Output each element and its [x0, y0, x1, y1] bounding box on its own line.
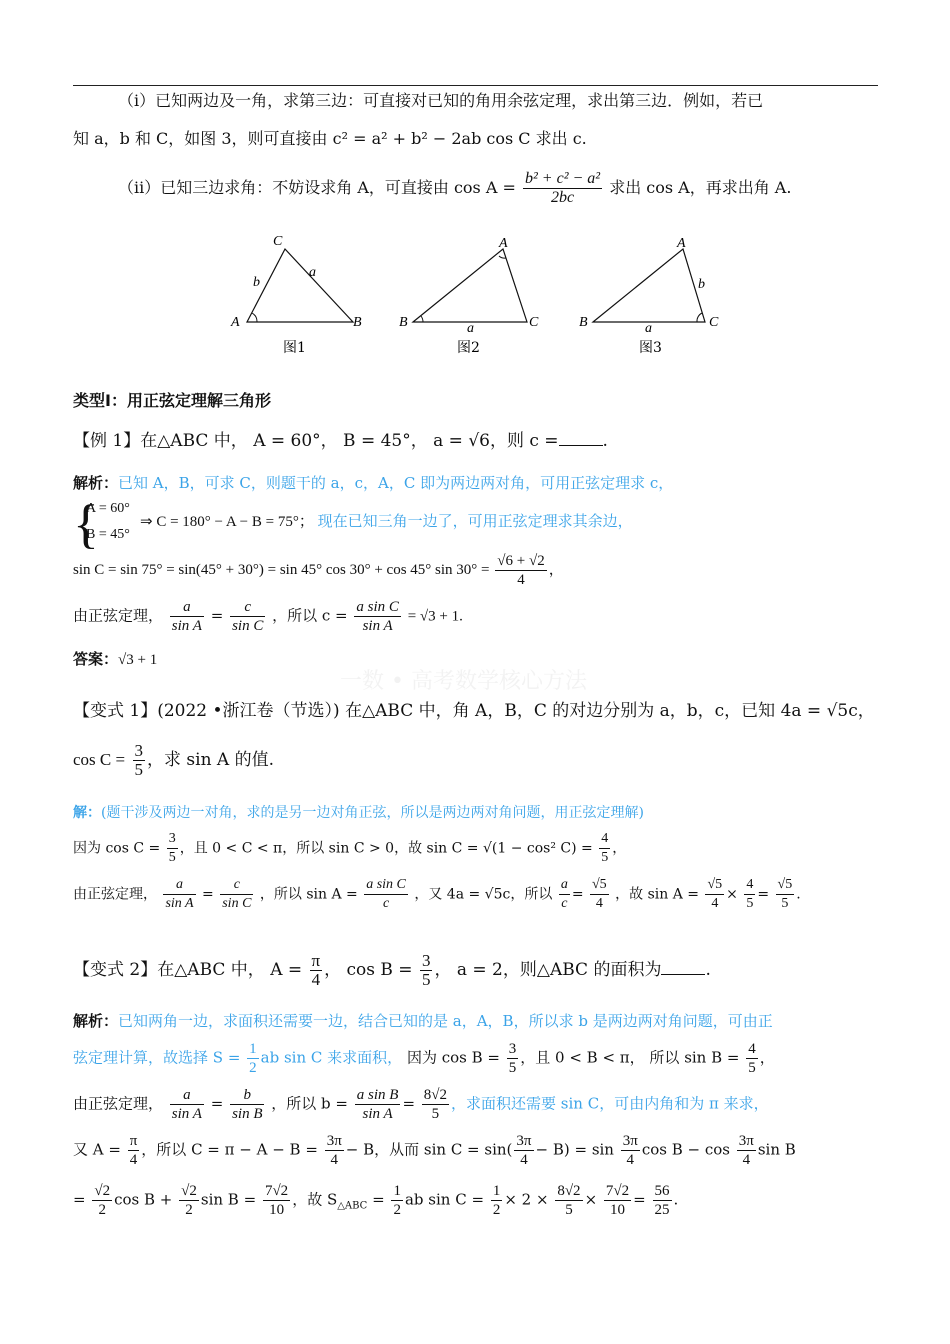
frac-den: 4 — [520, 1152, 528, 1168]
frac-7s2-10 — [263, 1182, 290, 1219]
v2-title-a: 【变式 2】在△ABC 中， A = — [73, 960, 303, 980]
frac-num: 4 — [744, 876, 755, 895]
frac-num: 3 — [134, 741, 143, 760]
frac-a-sinA — [163, 876, 195, 913]
fig1-label-C: C — [273, 234, 283, 249]
frac-num: 3π — [516, 1133, 532, 1149]
system-brace: { — [73, 494, 99, 554]
frac-asinC-c — [364, 876, 408, 913]
frac-3pi-4d — [737, 1132, 756, 1169]
fig1-label-a: a — [309, 265, 316, 280]
frac-den: sin A — [362, 1106, 393, 1122]
frac-c-sinC — [230, 598, 265, 635]
l1-b: ，且 0 < C < π，所以 sin C > 0，故 sin C = √(1 − cos² C) = — [179, 840, 593, 857]
intro-p2 — [118, 170, 928, 207]
fig2-label-B: B — [399, 315, 408, 330]
example1-analysis — [73, 472, 883, 494]
an2b: ab sin C 来求面积， — [260, 1048, 403, 1067]
frac-den: 25 — [654, 1202, 670, 1218]
law-pre: 由正弦定理， — [73, 1094, 164, 1113]
frac-den: sin B — [232, 1106, 263, 1122]
top-rule — [73, 85, 878, 86]
sin-c-fraction — [495, 552, 546, 589]
frac-den: 2 — [98, 1202, 106, 1218]
system-result-text: ⇒ C = 180° − A − B = 75°； — [140, 514, 314, 530]
variant1-cos — [73, 742, 883, 779]
cos-pre: cos C = — [73, 750, 126, 769]
frac-num: 3 — [421, 951, 431, 970]
l4a: 又 A = — [73, 1140, 121, 1159]
frac-num: 8√2 — [557, 1183, 581, 1199]
frac-den: 10 — [269, 1202, 285, 1218]
v2-tail: . — [705, 960, 711, 980]
l5d: ，故 S — [292, 1190, 338, 1209]
frac-den: c — [561, 896, 568, 911]
fig1-label-A: A — [231, 315, 240, 330]
frac-den: 5 — [431, 1106, 440, 1122]
frac-num: 1 — [249, 1041, 257, 1057]
variant2-analysis2 — [73, 1040, 883, 1077]
frac-num: 3π — [622, 1133, 638, 1149]
frac-half — [247, 1040, 259, 1077]
variant1-solution-note — [73, 802, 883, 824]
frac-num: √5 — [776, 876, 795, 895]
frac-num: a — [163, 876, 195, 895]
frac-den: 4 — [626, 1152, 635, 1168]
sine-law-line: 由正弦定理， $\frac{a}{\text{sin A}}$ = $\frac{c}{\text{sin C}}$ ，所以 c = $\frac{\text{a sin C}}{\text{sin A}}$ = √3 + 1. — [73, 599, 463, 634]
frac-3pi-4 — [325, 1132, 344, 1169]
frac-num: √5 — [590, 876, 609, 895]
answer-blank — [559, 431, 603, 446]
frac-num: 3π — [326, 1133, 342, 1149]
frac-num: √2 — [94, 1183, 111, 1199]
frac-num: 8√2 — [423, 1087, 448, 1103]
frac-den: 4 — [711, 896, 719, 911]
frac-s5-5 — [776, 876, 795, 913]
l4e: cos B − cos — [641, 1140, 730, 1159]
l4c: − B，从而 sin C = sin( — [345, 1140, 513, 1159]
frac-num: π — [129, 1133, 138, 1149]
frac-3-5 — [167, 830, 178, 867]
frac-den: 5 — [746, 896, 754, 911]
law-mid: ，所以 c = — [272, 606, 348, 625]
frac-den: 4 — [742, 1152, 751, 1168]
law-pre: 由正弦定理， — [73, 606, 164, 625]
intro-p2-tail: 求出 cos A，再求出角 A. — [609, 178, 792, 197]
fig1-label-B: B — [353, 315, 362, 330]
l5f: ab sin C = — [404, 1190, 485, 1209]
l2-pre: 由正弦定理， — [73, 886, 157, 903]
frac-den: 4 — [595, 896, 603, 911]
example1-tail: . — [602, 431, 608, 451]
example1-title — [73, 430, 883, 452]
frac-den: sin C — [222, 896, 252, 911]
an2a: 弦定理计算，故选择 S = — [73, 1048, 241, 1067]
area-subscript: △ABC — [337, 1200, 368, 1212]
l2-mid: ，所以 sin A = — [259, 886, 358, 903]
frac-den: sin A — [171, 1106, 202, 1122]
frac-den: c — [382, 896, 390, 911]
sin-c-line — [73, 552, 883, 589]
fig3-label-A: A — [677, 236, 686, 251]
frac-half-b — [491, 1182, 503, 1219]
cos-tail: ，求 sin A 的值. — [147, 750, 275, 770]
figure-2 — [399, 236, 539, 356]
variant2-line5 — [73, 1182, 883, 1219]
system-note: 现在已知三角一边了，可用正弦定理求其余边， — [317, 512, 633, 530]
an2d: ，且 0 < B < π， 所以 sin B = — [520, 1048, 740, 1067]
variant2-line4 — [73, 1132, 883, 1169]
frac-num: 7√2 — [264, 1183, 289, 1199]
law-mid: ，所以 b = — [271, 1094, 348, 1113]
fig2-label-a: a — [467, 321, 474, 336]
times: × — [726, 886, 738, 903]
watermark: 一数 • 高考数学核心方法 — [340, 669, 587, 694]
frac-a-sinA — [170, 1086, 204, 1123]
frac-den: 5 — [565, 1202, 573, 1218]
frac-half — [391, 1182, 403, 1219]
frac-num: a sin B — [356, 1087, 399, 1103]
l2-c: ，故 sin A = — [615, 886, 700, 903]
example1-title-text: 【例 1】在△ABC 中， A = 60°， B = 45°， a = √6，则 c = — [73, 431, 559, 451]
frac-den: 2 — [249, 1060, 257, 1076]
frac-pi-4 — [128, 1132, 140, 1169]
fig3-label-b: b — [698, 277, 705, 292]
l4b: ，所以 C = π − A − B = — [141, 1140, 318, 1159]
frac-s2-2b — [179, 1182, 199, 1219]
frac-num: 1 — [492, 1183, 501, 1199]
intro-p1b: 知 a，b 和 C，如图 3，则可直接由 c² = a² + b² − 2ab cos C 求出 c. — [73, 129, 587, 148]
frac-asinC-sinA — [354, 598, 401, 635]
frac-den: 4 — [129, 1152, 138, 1168]
triangle-figures — [225, 232, 735, 360]
figure-3 — [579, 236, 719, 356]
frac-den: 2 — [185, 1202, 193, 1218]
frac-num: 56 — [654, 1183, 670, 1199]
l5e: = — [372, 1190, 385, 1209]
frac-num: 3 — [167, 830, 178, 849]
v2-title-b: ， cos B = — [324, 960, 413, 980]
l5-end: . — [673, 1190, 679, 1209]
frac-den: 4 — [517, 572, 525, 588]
frac-den: 5 — [781, 896, 789, 911]
system-eq1: A = 60° — [86, 501, 130, 516]
section-title: 类型Ⅰ：用正弦定理解三角形 — [73, 391, 271, 410]
l5a: = — [73, 1190, 86, 1209]
analysis-label: 解析： — [73, 474, 119, 492]
frac-den: sin A — [362, 618, 393, 634]
fig2-label-A: A — [499, 236, 508, 251]
frac-den: 5 — [421, 970, 431, 989]
frac-4-5 — [746, 1040, 758, 1077]
frac-s2-2 — [92, 1182, 112, 1219]
frac-num: a sin C — [356, 599, 399, 615]
answer-blank — [661, 960, 705, 975]
frac-s5-4b — [705, 876, 724, 913]
frac-4-5 — [599, 830, 610, 867]
solution-note: (题干涉及两边一对角，求的是另一边对角正弦，所以是两边两对角问题，用正弦定理解) — [101, 805, 644, 821]
l2-end: . — [796, 886, 801, 903]
frac-a-sinA — [170, 598, 204, 635]
frac-num: 7√2 — [605, 1183, 630, 1199]
system-eq2: B = 45° — [86, 527, 130, 542]
frac-den: sin A — [171, 618, 202, 634]
analysis-text: 已知两角一边，求面积还需要一边，结合已知的是 a，A，B，所以求 b 是两边两对角问题，可由正 — [118, 1012, 773, 1030]
frac-4-5b — [744, 876, 755, 913]
l5g: × 2 × — [504, 1190, 549, 1209]
answer-value: √3 + 1 — [118, 652, 158, 668]
frac-den: 5 — [168, 850, 176, 865]
l2-eq: = — [571, 886, 584, 903]
l2-b: ，又 4a = √5c，所以 — [414, 886, 553, 903]
l1-tail: ， — [612, 840, 627, 857]
frac-num: b — [230, 1086, 264, 1105]
frac-den: 5 — [134, 760, 143, 779]
frac-num: c — [220, 876, 253, 895]
frac-num: c — [230, 598, 265, 617]
variant2-analysis1 — [73, 1010, 883, 1032]
frac-den: 5 — [601, 850, 609, 865]
l5i: = — [633, 1190, 646, 1209]
l5c: sin B = — [200, 1190, 257, 1209]
l4f: sin B — [757, 1140, 796, 1159]
analysis-text: 已知 A，B，可求 C，则题干的 a，c，A，C 即为两边两对角，可用正弦定理求 c， — [118, 474, 674, 492]
frac-pi-4 — [310, 952, 323, 989]
frac-a-c — [559, 876, 570, 913]
cos-fraction — [133, 742, 146, 779]
v2-title-c: ， a = 2，则△ABC 的面积为 — [434, 960, 662, 980]
frac-den: 2 — [393, 1202, 401, 1218]
frac-8s2-5 — [422, 1086, 449, 1123]
frac-num: b² + c² − a² — [525, 170, 601, 187]
frac-den: 5 — [508, 1060, 517, 1076]
frac-3-5 — [507, 1040, 519, 1077]
frac-asinB-sinA — [355, 1086, 401, 1123]
frac-3pi-4c — [621, 1132, 640, 1169]
intro-p1a: （i）已知两边及一角，求第三边：可直接对已知的角用余弦定理，求出第三边．例如，若已 — [118, 91, 764, 110]
an2e: ， — [759, 1048, 775, 1067]
fig2-caption: 图2 — [457, 340, 480, 356]
frac-den: 2 — [492, 1202, 501, 1218]
l4d: − B) = sin — [535, 1140, 614, 1159]
frac-den: 5 — [748, 1060, 756, 1076]
fig2-label-C: C — [529, 315, 539, 330]
frac-8s2-5 — [555, 1182, 582, 1219]
frac-num: π — [311, 951, 321, 970]
fig3-label-B: B — [579, 315, 588, 330]
frac-3pi-4b — [514, 1132, 533, 1169]
frac-num: 4 — [748, 1041, 756, 1057]
frac-num: a — [170, 1086, 204, 1105]
frac-s5-4 — [590, 876, 609, 913]
fig3-caption: 图3 — [639, 340, 662, 356]
frac-3-5 — [420, 952, 433, 989]
frac-den: sin A — [165, 896, 194, 911]
variant1-line1 — [73, 830, 883, 867]
frac-den: 10 — [610, 1202, 626, 1218]
sin-c-tail: ， — [548, 561, 564, 578]
law-note: ，求面积还需要 sin C，可由内角和为 π 来求， — [451, 1094, 769, 1113]
sin-c-text: sin C = sin 75° = sin(45° + 30°) = sin 45° cos 30° + cos 45° sin 30° = — [73, 561, 490, 578]
frac-num: a — [559, 876, 570, 895]
solution-label: 解： — [73, 805, 101, 821]
frac-den: 4 — [311, 970, 321, 989]
frac-den: sin C — [232, 618, 264, 634]
frac-num: 1 — [393, 1183, 401, 1199]
frac-num: √6 + √2 — [497, 553, 545, 569]
frac-num: 3 — [508, 1041, 517, 1057]
frac-num: 4 — [599, 830, 610, 849]
frac-num: a — [170, 598, 204, 617]
answer-label: 答案： — [73, 650, 119, 668]
fig3-label-C: C — [709, 315, 719, 330]
l5h: × — [584, 1190, 598, 1209]
frac-7s2-10b — [604, 1182, 631, 1219]
variant1-line2: 由正弦定理， $\frac{a}{\text{sin A}}$ = $\frac{c}{\text{sin C}}$ ，所以 sin A = $\frac{\text{a sin C}}{c}$ ，又 4a = √5c，所以 $\frac{a}{c}$ = $\frac{√5}{4}$ ，故 sin A = $\frac{√5}{4}$ × $\frac{4}{5}$ = $\frac{√5}{5}$ . — [73, 877, 801, 911]
frac-den: 4 — [330, 1152, 338, 1168]
l5b: cos B + — [114, 1190, 173, 1209]
frac-num: a sin C — [364, 876, 408, 895]
frac-num: 3π — [738, 1133, 754, 1149]
frac-c-sinC — [220, 876, 253, 913]
fig3-label-a: a — [645, 321, 652, 336]
l1-a: 因为 cos C = — [73, 840, 161, 857]
fig1-label-b: b — [253, 275, 260, 290]
variant2-title — [73, 952, 883, 989]
frac-b-sinB — [230, 1086, 264, 1123]
variant2-law-line: 由正弦定理， $\frac{a}{\text{sin A}}$ = $\frac{b}{\text{sin B}}$ ，所以 b = $\frac{\text{a sin B}}{\text{sin A}}$ = $\frac{8√2}{5}$ ，求面积还需要 sin C，可由内角和为 π 来求， — [73, 1087, 769, 1122]
law-eq: = — [402, 1094, 416, 1113]
law-tail: = √3 + 1. — [407, 608, 463, 625]
frac-num: √2 — [181, 1183, 197, 1199]
frac-den: 2bc — [550, 189, 575, 206]
an2c: 因为 cos B = — [406, 1048, 500, 1067]
system-result — [140, 510, 950, 533]
frac-num: √5 — [705, 876, 724, 895]
cosine-fraction — [523, 170, 602, 207]
intro-p2-text: （ii）已知三边求角：不妨设求角 A，可直接由 cos A = — [118, 178, 516, 197]
fig1-caption: 图1 — [283, 340, 306, 356]
figure-1 — [230, 234, 362, 356]
variant1-title: 【变式 1】(2022 •浙江卷（节选）) 在△ABC 中，角 A，B，C 的对边分别为 a，b，c，已知 4a = √5c， — [73, 701, 875, 721]
analysis-label: 解析： — [73, 1012, 119, 1030]
frac-56-25 — [653, 1182, 672, 1219]
